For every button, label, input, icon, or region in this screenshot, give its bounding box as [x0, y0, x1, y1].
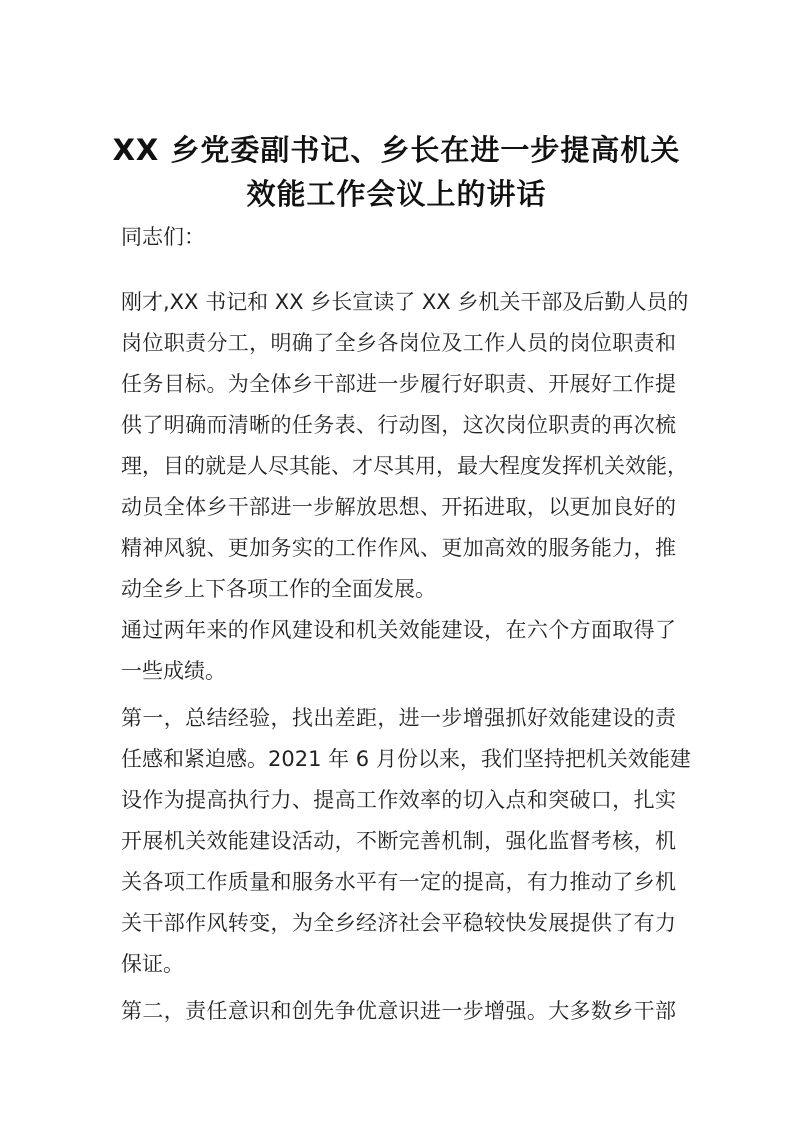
paragraph-1-line: 供了明确而清晰的任务表、行动图，这次岗位职责的再次梳 — [121, 413, 676, 437]
paragraph-4-line: 第二，责任意识和创先争优意识进一步增强。大多数乡干部 — [121, 999, 676, 1023]
paragraph-3-line: 设作为提高执行力、提高工作效率的切入点和突破口，扎实 — [121, 788, 676, 812]
paragraph-2-line: 通过两年来的作风建设和机关效能建设，在六个方面取得了 — [121, 618, 676, 642]
paragraph-3-line: 任感和紧迫感。2021 年 6 月份以来，我们坚持把机关效能建 — [121, 747, 691, 771]
paragraph-1-line: 理，目的就是人尽其能、才尽其用，最大程度发挥机关效能， — [121, 454, 688, 478]
paragraph-2-line: 一些成绩。 — [121, 659, 226, 683]
paragraph-3-line: 关干部作风转变，为全乡经济社会平稳较快发展提供了有力 — [121, 911, 676, 935]
document-title-line-1: XX 乡党委副书记、乡长在进一步提高机关 — [112, 133, 681, 167]
document-title-line-2: 效能工作会议上的讲话 — [246, 177, 547, 211]
paragraph-3-line: 开展机关效能建设活动，不断完善机制，强化监督考核，机 — [121, 829, 676, 853]
paragraph-1-line: 精神风貌、更加务实的工作作风、更加高效的服务能力，推 — [121, 536, 676, 560]
paragraph-3-line: 关各项工作质量和服务水平有一定的提高，有力推动了乡机 — [121, 870, 676, 894]
paragraph-1-line: 岗位职责分工，明确了全乡各岗位及工作人员的岗位职责和 — [121, 331, 676, 355]
paragraph-3-line: 保证。 — [121, 952, 184, 976]
paragraph-1-line: 动员全体乡干部进一步解放思想、开拓进取，以更加良好的 — [121, 495, 676, 519]
paragraph-1-line: 动全乡上下各项工作的全面发展。 — [121, 577, 436, 601]
paragraph-3-line: 第一，总结经验，找出差距，进一步增强抓好效能建设的责 — [121, 706, 676, 730]
paragraph-1-line: 任务目标。为全体乡干部进一步履行好职责、开展好工作提 — [121, 372, 676, 396]
salutation: 同志们： — [121, 225, 205, 249]
paragraph-1-line: 刚才,XX 书记和 XX 乡长宣读了 XX 乡机关干部及后勤人员的 — [121, 290, 689, 314]
